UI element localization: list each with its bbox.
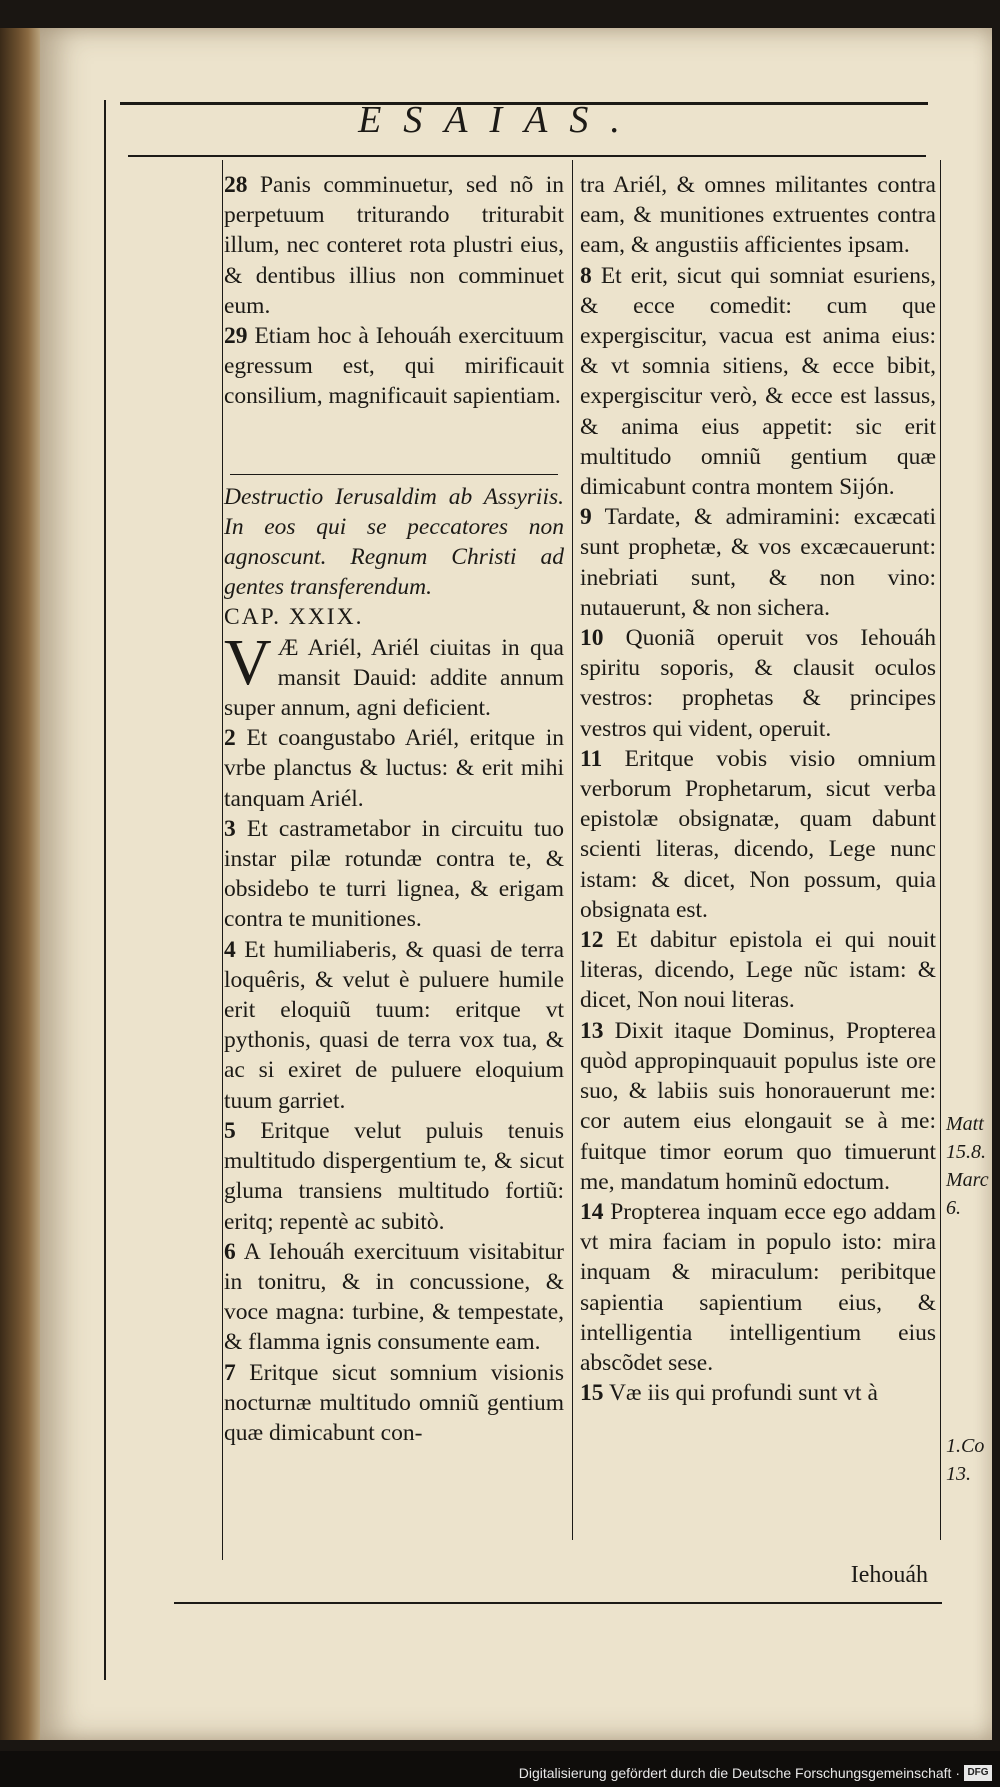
verse-15	[580, 1378, 936, 1408]
verse-text: Et humiliaberis, & quasi de terra loquêris, & velut è puluere humile erit eloquiũ tuum: eritque vt pythonis, quasi de terra vox tua, & ac si exiret de puluere eloquium tuum garriet.	[224, 936, 564, 1114]
verse-number: 10	[580, 625, 604, 652]
frame-left-rule	[104, 100, 106, 1680]
funding-notice: Digitalisierung gefördert durch die Deutsche Forschungsgemeinschaft ·	[518, 1765, 960, 1781]
verse-text: Et castrametabor in circuitu tuo instar pilæ rotundæ contra te, & obsidebo te turri lignea, & erigam contra te munitiones.	[224, 815, 564, 933]
margin-note-corinthians: 1.Co 13.	[946, 1435, 985, 1485]
verse-text: A Iehouáh exercituum visitabitur in tonitru, & in concussione, & voce magna: turbine, & tempestate, & flamma ignis consumente eam.	[224, 1238, 564, 1356]
book-spine	[0, 28, 40, 1740]
margin-note-matthew: Matt 15.8. Marc 6.	[946, 1113, 989, 1219]
header-bottom-rule	[128, 155, 926, 157]
digitization-footer	[0, 1751, 1000, 1787]
verse-6	[224, 1237, 564, 1358]
verse-28	[224, 170, 564, 321]
verse-number: 8	[580, 262, 592, 289]
drop-cap: V	[224, 625, 272, 699]
catchword: Iehouáh	[850, 1562, 928, 1588]
verse-number: 3	[224, 815, 236, 842]
verse-8	[580, 261, 936, 503]
column-divider-rule	[572, 160, 573, 1540]
verse-7	[224, 1358, 564, 1449]
running-head-title: ESAIAS.	[358, 99, 642, 141]
chapter-heading: CAP. XXIX.	[224, 604, 364, 631]
verse-text: Propterea inquam ecce ego addam vt mira faciam in populo isto: mira inquam & miraculum: peribitque sapientia sapientium eius, & intelligentia intelligentium eius abscõdet sese.	[580, 1198, 936, 1376]
bottom-rule	[174, 1602, 942, 1604]
verse-text: Eritque sicut somnium visionis nocturnæ multitudo omniũ gentium quæ dimicabunt con-	[224, 1359, 565, 1446]
verse-text: Et coangustabo Ariél, eritque in vrbe planctus & luctus: & erit mihi tanquam Ariél.	[224, 725, 564, 812]
dfg-logo: DFG	[964, 1765, 992, 1781]
verse-text: Æ Ariél, Ariél ciuitas in qua mansit Dauid: addite annum super annum, agni deficient.	[224, 634, 564, 722]
verse-9	[580, 502, 936, 623]
verse-text: Dixit itaque Dominus, Propterea quòd appropinquauit populus iste ore suo, & labiis suis honorauerunt me: cor autem eius elongauit se à me: fuitque timor eorum quo timuerunt me, mandatum hominũ edoctum.	[580, 1017, 936, 1195]
verse-text: Væ iis qui profundi sunt vt à	[608, 1380, 878, 1407]
verse-5	[224, 1116, 564, 1237]
verse-number: 11	[580, 745, 603, 772]
verse-text: Et dabitur epistola ei qui nouit literas, dicendo, Lege nũc istam: & dicet, Non noui literas.	[580, 927, 936, 1014]
verse-2	[224, 723, 564, 814]
verse-7-continued: tra Ariél, & omnes militantes contra eam, & munitiones extruentes contra eam, & angustiis afficientes ipsam.	[580, 172, 936, 259]
verse-number: 6	[224, 1238, 236, 1265]
verse-text: Tardate, & admiramini: excæcati sunt prophetæ, & vos excæcauerunt: inebriati sunt, & non vino: nutauerunt, & non sichera.	[580, 504, 936, 621]
verse-text: Etiam hoc à Iehouáh exercituum egressum est, qui mirificauit consilium, magnificauit sapientiam.	[224, 323, 565, 410]
verse-number: 2	[224, 725, 236, 752]
verse-number: 13	[580, 1017, 604, 1044]
verse-text: Panis comminuetur, sed nõ in perpetuum triturando triturabit illum, nec conteret rota plustri eius, & dentibus illius non comminuet eum.	[224, 172, 564, 319]
verse-1	[224, 625, 564, 724]
verse-text: Eritque vobis visio omnium verborum Prophetarum, sicut verba epistolæ obsignatæ, quam dabunt scienti literas, dicendo, Lege nunc istam: & dicet, Non possum, quia obsignata est.	[580, 745, 937, 923]
verse-number: 12	[580, 927, 604, 954]
verse-text: Eritque velut puluis tenuis multitudo dispergentium te, & sicut gluma transiens multitudo fortiũ: eritq; repentè ac subitò.	[224, 1117, 564, 1235]
chapter-summary: Destructio Ierusaldim ab Assyriis. In eos qui se peccatores non agnoscunt. Regnum Christi ad gentes transferendum.	[224, 483, 564, 601]
verse-4	[224, 935, 564, 1116]
verse-text: Quoniã operuit vos Iehouáh spiritu soporis, & clausit oculos vestros: prophetas & principes vestros qui vident, operuit.	[580, 625, 937, 742]
verse-number: 9	[580, 504, 592, 531]
verse-number: 29	[224, 323, 248, 350]
verse-11	[580, 744, 936, 925]
verse-14	[580, 1197, 936, 1378]
verse-number: 5	[224, 1117, 236, 1144]
verse-12	[580, 925, 936, 1016]
verse-number: 7	[224, 1359, 236, 1386]
verse-3	[224, 814, 564, 935]
verse-10	[580, 623, 936, 744]
verse-number: 14	[580, 1198, 604, 1225]
frame-right-rule	[940, 160, 941, 1540]
verse-number: 4	[224, 936, 236, 963]
verse-number: 15	[580, 1380, 604, 1407]
verse-number: 28	[224, 172, 248, 198]
right-column	[580, 170, 936, 1408]
column-left-rule	[222, 160, 223, 1560]
left-column	[224, 170, 564, 1448]
verse-13	[580, 1016, 936, 1197]
verse-29	[224, 321, 564, 412]
verse-text: Et erit, sicut qui somniat esuriens, & ecce comedit: cum que expergiscitur, vacua est anima eius: & vt somnia sitiens, & ecce bibit, expergiscitur verò, & ecce est lassus, & anima eius appetit: sic erit multitudo omniũ gentium quæ dimicabunt contra montem Sijón.	[580, 262, 936, 501]
